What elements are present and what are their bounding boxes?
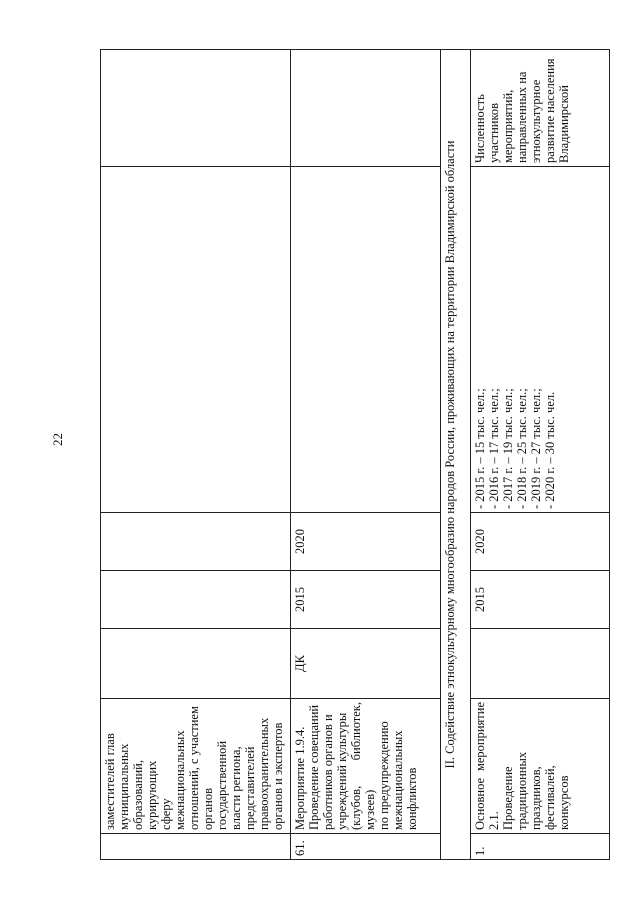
text-line: Проведение совещаний [307,704,321,830]
text-line: власти региона, [229,746,243,830]
text-line: - 2019 г. – 27 тыс. чел.; [529,388,543,509]
text-line: органов и экспертов [271,722,285,830]
measure-name [291,699,441,834]
start-year-cell: 2015 [291,571,441,629]
row-number [101,834,291,860]
measures-table [100,49,610,860]
end-year-cell: 2020 [471,513,610,571]
text-line: - 2015 г. – 15 тыс. чел.; [473,388,487,509]
text-line: - 2017 г. – 19 тыс. чел.; [501,388,515,509]
indicator-cell [471,50,610,167]
result-cell [471,167,610,513]
text-line: этнокультурное [529,79,543,163]
text-line: органов государственной [201,740,229,830]
result-cell [101,167,291,513]
table-row [471,50,610,860]
row-number: 1. [471,834,610,860]
text-line: представителей [243,746,257,830]
executor-cell [471,629,610,699]
end-year-cell: 2020 [291,513,441,571]
text-line: заместителей глав [103,733,117,830]
text-line: участников [487,102,501,163]
table-row [291,50,441,860]
indicator-cell [291,50,441,167]
result-cell [291,167,441,513]
text-line: работников органов и [321,714,335,830]
page-number: 22 [50,433,65,446]
text-line: по предупреждению [377,721,391,830]
table-row [101,50,291,860]
text-line: Мероприятие 1.9.4. [293,726,307,830]
text-line: сферу межнациональных [159,730,187,830]
end-year-cell [101,513,291,571]
start-year-cell [101,571,291,629]
measure-name [101,699,291,834]
executor-cell [101,629,291,699]
text-line: правоохранительных [257,717,271,830]
text-line: развитие населения [543,58,557,163]
row-number: 61. [291,834,441,860]
text-line: Основное мероприятие 2.1. [473,702,501,830]
measure-name [471,699,610,834]
text-line: Владимирской [557,85,571,163]
text-line: - 2020 г. – 30 тыс. чел. [543,391,557,509]
text-line: образований, курирующих [131,759,159,830]
text-line: межнациональных [391,730,405,830]
rotated-table-sheet [100,50,610,860]
text-line: отношений, с участием [187,706,201,830]
text-line: муниципальных [117,743,131,830]
executor-cell: ДК [291,629,441,699]
text-line: - 2016 г. – 17 тыс. чел.; [487,388,501,509]
section-row [441,50,471,860]
text-line: праздников, фестивалей, [529,765,557,830]
section-title: II. Содействие этнокультурному многообразию народов России, проживающих на территории Владимирской области [441,50,471,860]
text-line: направленных на [515,71,529,163]
start-year-cell: 2015 [471,571,610,629]
text-line: (клубов, библиотек, музеев) [349,702,377,830]
text-line: учреждений культуры [335,712,349,830]
text-line: Численность [473,94,487,163]
text-line: конкурсов [557,775,571,830]
text-line: - 2018 г. – 25 тыс. чел.; [515,388,529,509]
indicator-cell [101,50,291,167]
text-line: Проведение традиционных [501,751,529,830]
text-line: мероприятий, [501,89,515,163]
text-line: конфликтов [405,767,419,830]
